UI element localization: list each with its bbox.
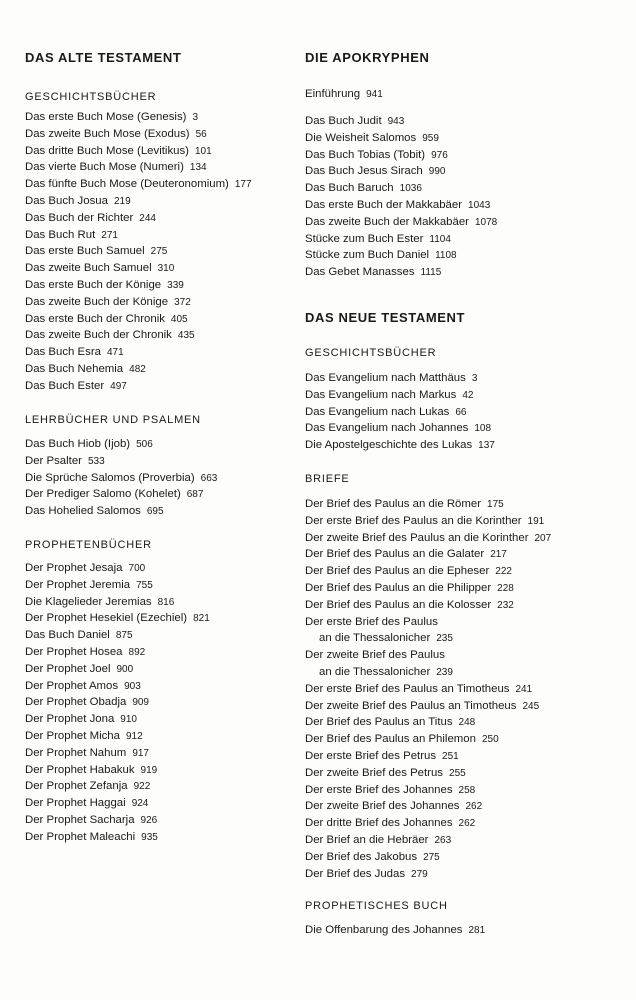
toc-entry[interactable] (25, 378, 252, 395)
page-number: 497 (110, 380, 127, 392)
toc-entry[interactable] (25, 728, 210, 745)
toc-entry[interactable] (25, 812, 210, 829)
entry-title: Die Klagelieder Jeremias (25, 595, 152, 608)
entry-title: Das erste Buch Mose (Genesis) (25, 111, 187, 123)
page-number: 56 (195, 128, 207, 140)
toc-entry[interactable] (305, 698, 551, 715)
entry-title: Das Buch Judit (305, 115, 382, 127)
toc-entry[interactable] (305, 614, 551, 631)
page-number: 217 (490, 549, 507, 561)
page-number: 821 (193, 613, 210, 625)
toc-entry[interactable] (25, 778, 210, 795)
toc-entry[interactable] (305, 731, 551, 748)
entry-title: Das zweite Buch der Chronik (25, 329, 172, 342)
page-number: 228 (497, 582, 514, 594)
page-number: 990 (428, 166, 446, 178)
toc-entry[interactable] (305, 597, 551, 614)
toc-entry[interactable] (305, 866, 551, 883)
entry-title: an die Thessalonicher (319, 665, 431, 678)
toc-entry[interactable] (305, 147, 497, 164)
entry-title: Einführung (305, 88, 361, 100)
entry-title: Das Evangelium nach Matthäus (305, 372, 466, 384)
group-heading: BRIEFE (305, 473, 350, 485)
entry-title: Der zweite Brief des Paulus an die Korinther (305, 531, 529, 544)
page-number: 405 (170, 313, 188, 325)
entry-title: Der dritte Brief des Johannes (305, 817, 453, 830)
page-number: 137 (478, 440, 495, 452)
toc-entry[interactable] (25, 678, 210, 695)
toc-entry[interactable] (305, 197, 497, 214)
toc-entry[interactable] (305, 530, 551, 547)
page-number: 250 (481, 734, 499, 746)
page-number: 1036 (399, 183, 422, 195)
entry-title: Der Prophet Obadja (25, 696, 127, 709)
entry-title: Der Prophet Jeremia (25, 578, 131, 591)
toc-entry[interactable] (25, 661, 210, 678)
page-number: 372 (174, 296, 191, 308)
page-number: 910 (120, 714, 137, 726)
toc-entry[interactable] (305, 849, 551, 866)
page-number: 241 (515, 683, 533, 695)
page-number: 3 (192, 112, 198, 123)
toc-entry[interactable] (305, 163, 497, 180)
page-number: 919 (140, 764, 158, 776)
toc-entry[interactable] (305, 714, 551, 731)
page-number: 663 (200, 472, 218, 484)
toc-entry[interactable] (25, 711, 210, 728)
toc-entry[interactable] (25, 577, 210, 594)
entry-title: Der Brief des Paulus an die Römer (305, 498, 482, 510)
entry-title: Das dritte Buch Mose (Levitikus) (25, 144, 189, 157)
toc-entry[interactable] (305, 496, 551, 513)
entry-title: Das Buch Daniel (25, 629, 110, 642)
toc-entry[interactable] (305, 247, 497, 264)
page-number: 755 (136, 579, 153, 591)
page-number: 816 (157, 596, 175, 608)
toc-entry[interactable] (25, 503, 217, 520)
page-number: 258 (458, 784, 476, 796)
toc-entry[interactable] (25, 344, 252, 361)
page-number: 941 (366, 89, 383, 100)
entry-title: Die Offenbarung des Johannes (305, 924, 463, 936)
entry-title: Stücke zum Buch Ester (305, 232, 424, 245)
toc-intro (305, 86, 383, 103)
toc-entry[interactable] (25, 294, 252, 311)
entry-title: Das zweite Buch Samuel (25, 262, 152, 275)
page-number: 281 (468, 925, 486, 936)
entry-title: Das fünfte Buch Mose (Deuteronomium) (25, 178, 229, 191)
entry-title: Der Brief des Paulus an die Philipper (305, 581, 492, 594)
toc-entry[interactable] (25, 829, 210, 846)
toc-entry[interactable] (305, 630, 551, 647)
toc-entry[interactable] (25, 260, 252, 277)
entry-title: Der Prophet Amos (25, 679, 119, 692)
toc-entry[interactable] (25, 243, 252, 260)
entry-title: Das erste Buch der Makkabäer (305, 198, 463, 211)
page-number: 275 (423, 851, 440, 863)
toc-entry[interactable] (25, 594, 210, 611)
entry-title: Das Buch Baruch (305, 182, 394, 195)
page-number: 875 (115, 630, 133, 642)
toc-entry[interactable] (305, 580, 551, 597)
entry-title: Der Prophet Hesekiel (Ezechiel) (25, 612, 188, 625)
page-number: 263 (434, 834, 452, 846)
entry-title: Das Evangelium nach Johannes (305, 422, 469, 435)
toc-entry[interactable] (25, 361, 252, 378)
toc-entry[interactable] (25, 486, 217, 503)
toc-entry[interactable] (25, 311, 252, 328)
toc-entry[interactable] (25, 227, 252, 244)
toc-entry[interactable] (25, 610, 210, 627)
toc-entry[interactable] (25, 143, 252, 160)
page-number: 695 (146, 506, 164, 518)
entry-title: Das Hohelied Salomos (25, 505, 141, 518)
page-number: 108 (474, 423, 492, 435)
toc-entry[interactable] (25, 436, 217, 453)
entry-title: Das zweite Buch Mose (Exodus) (25, 127, 190, 140)
toc-entry[interactable] (25, 159, 252, 176)
entry-title: Der zweite Brief des Johannes (305, 800, 460, 813)
toc-entry[interactable] (305, 513, 551, 530)
page-number: 219 (113, 195, 131, 207)
page-number: 101 (194, 145, 212, 157)
entry-title: Der Prophet Haggai (25, 797, 126, 810)
page-number: 245 (522, 700, 540, 712)
toc-entry[interactable] (305, 748, 551, 765)
toc-entry[interactable] (25, 327, 252, 344)
entry-title: Das Gebet Manasses (305, 266, 415, 279)
page-number: 1078 (474, 216, 498, 228)
entry-title: Der Prophet Micha (25, 729, 120, 742)
entry-title: Der Prophet Habakuk (25, 763, 135, 776)
page-number: 310 (157, 263, 175, 275)
toc-entry[interactable] (25, 560, 210, 577)
toc-entry[interactable] (25, 762, 210, 779)
entry-title: Der Prophet Maleachi (25, 830, 136, 843)
page-number: 900 (116, 663, 134, 675)
toc-entry[interactable] (25, 470, 217, 487)
page-number: 533 (87, 455, 105, 467)
toc-entry[interactable] (305, 86, 383, 103)
toc-entry[interactable] (305, 815, 551, 832)
entry-title: Das vierte Buch Mose (Numeri) (25, 161, 184, 174)
toc-entry[interactable] (305, 370, 495, 387)
entry-title: Der erste Brief des Paulus (305, 615, 438, 628)
toc-entry[interactable] (25, 193, 252, 210)
toc-entry[interactable] (305, 546, 551, 563)
toc-entry[interactable] (25, 644, 210, 661)
page-number: 339 (167, 279, 184, 291)
page-number: 506 (136, 439, 153, 450)
page-number: 262 (458, 818, 476, 830)
section-title-apocrypha: DIE APOKRYPHEN (305, 50, 430, 65)
entry-title: Die Sprüche Salomos (Proverbia) (25, 471, 195, 484)
entry-title: Das Buch Rut (25, 228, 96, 241)
entry-title: Das Buch Ester (25, 379, 105, 392)
entry-title: Das erste Buch der Könige (25, 278, 162, 291)
page-number: 175 (487, 499, 504, 510)
entry-title: Der Prophet Nahum (25, 746, 127, 759)
entry-title: Der Prophet Hosea (25, 645, 123, 658)
entry-title: Der Brief des Judas (305, 867, 406, 880)
entry-title: Das erste Buch Samuel (25, 245, 145, 258)
toc-entry[interactable] (25, 627, 210, 644)
toc-entry[interactable] (25, 277, 252, 294)
page-number: 42 (462, 389, 474, 401)
entry-title: Das erste Buch der Chronik (25, 312, 165, 325)
entry-title: Das Buch Josua (25, 194, 108, 207)
page-number: 912 (125, 730, 143, 742)
toc-entry[interactable] (305, 231, 497, 248)
toc-list (25, 109, 252, 395)
page-number: 435 (177, 330, 195, 342)
entry-title: Der Brief des Paulus an Titus (305, 716, 453, 729)
page-number: 275 (150, 246, 168, 258)
page-number: 976 (431, 149, 448, 161)
toc-entry[interactable] (25, 795, 210, 812)
toc-entry[interactable] (25, 210, 252, 227)
section-title-new-testament: DAS NEUE TESTAMENT (305, 310, 466, 325)
toc-entry[interactable] (305, 264, 497, 281)
toc-entry[interactable] (25, 453, 217, 470)
page-number: 255 (449, 767, 466, 779)
entry-title: Der Brief des Paulus an die Kolosser (305, 598, 492, 611)
group-heading: PROPHETENBÜCHER (25, 539, 152, 551)
page-number: 251 (442, 750, 459, 762)
entry-title: Stücke zum Buch Daniel (305, 249, 430, 262)
entry-title: Der erste Brief des Johannes (305, 783, 453, 796)
toc-entry[interactable] (305, 765, 551, 782)
toc-list (25, 560, 210, 846)
entry-title: Die Weisheit Salomos (305, 131, 417, 144)
entry-title: Der Psalter (25, 454, 82, 467)
page-number: 917 (132, 747, 149, 759)
entry-title: Der Brief an die Hebräer (305, 833, 429, 846)
page-number: 239 (436, 666, 453, 678)
page-number: 482 (129, 363, 146, 375)
toc-list (305, 496, 551, 882)
toc-entry[interactable] (25, 126, 252, 143)
toc-entry[interactable] (305, 647, 551, 664)
toc-list (305, 922, 485, 939)
page-number: 935 (141, 831, 158, 843)
page-number: 1115 (420, 267, 442, 279)
entry-title: Das Evangelium nach Markus (305, 388, 457, 401)
entry-title: Das Buch der Richter (25, 211, 134, 224)
toc-entry[interactable] (25, 745, 210, 762)
entry-title: Das Evangelium nach Lukas (305, 405, 450, 418)
toc-entry[interactable] (305, 782, 551, 799)
entry-title: Der Prophet Jona (25, 713, 115, 726)
toc-entry[interactable] (305, 130, 497, 147)
page-number: 262 (465, 801, 483, 813)
entry-title: Der erste Brief des Petrus (305, 749, 437, 762)
entry-title: Der erste Brief des Paulus an die Korinther (305, 514, 522, 527)
page-number: 471 (106, 347, 124, 359)
entry-title: Die Apostelgeschichte des Lukas (305, 439, 473, 452)
page-number: 134 (189, 162, 207, 174)
page-number: 909 (132, 697, 149, 709)
entry-title: Der zweite Brief des Petrus (305, 766, 444, 779)
entry-title: Der Brief des Paulus an die Epheser (305, 565, 490, 578)
page-number: 903 (124, 680, 141, 692)
page-number: 191 (527, 515, 545, 527)
page-number: 66 (455, 406, 467, 418)
page-number: 3 (471, 373, 478, 384)
entry-title: Das zweite Buch der Könige (25, 295, 169, 308)
toc-entry[interactable] (305, 180, 497, 197)
page-number: 279 (411, 868, 428, 880)
entry-title: Der Brief des Paulus an die Galater (305, 548, 485, 561)
group-heading: LEHRBÜCHER UND PSALMEN (25, 414, 201, 426)
toc-list (25, 436, 217, 520)
page-number: 207 (534, 532, 552, 544)
page-number: 1043 (468, 199, 491, 211)
entry-title: Der Prophet Jesaja (25, 562, 123, 574)
page-number: 922 (133, 781, 151, 793)
entry-title: Der Prediger Salomo (Kohelet) (25, 488, 181, 501)
group-heading: GESCHICHTSBÜCHER (25, 91, 157, 103)
toc-entry[interactable] (305, 681, 551, 698)
entry-title: Das Buch Esra (25, 346, 101, 359)
page-number: 1104 (429, 233, 451, 245)
toc-list (305, 370, 495, 454)
toc-entry[interactable] (305, 664, 551, 681)
entry-title: Der zweite Brief des Paulus (305, 649, 445, 662)
toc-entry[interactable] (25, 176, 252, 193)
group-heading: PROPHETISCHES BUCH (305, 900, 448, 912)
entry-title: Der Prophet Sacharja (25, 813, 135, 826)
entry-title: Der Brief des Jakobus (305, 850, 418, 863)
entry-title: Der Prophet Zefanja (25, 780, 128, 793)
page-number: 222 (495, 566, 512, 578)
toc-entry[interactable] (305, 113, 497, 130)
page-number: 687 (186, 489, 204, 501)
toc-entry[interactable] (305, 832, 551, 849)
page-number: 959 (422, 132, 439, 144)
toc-entry[interactable] (25, 109, 252, 126)
toc-entry[interactable] (305, 387, 495, 404)
entry-title: an die Thessalonicher (319, 632, 431, 645)
page-number: 177 (234, 179, 252, 191)
entry-title: Das Buch Hiob (Ijob) (25, 438, 131, 450)
toc-entry[interactable] (25, 694, 210, 711)
entry-title: Der Brief des Paulus an Philemon (305, 733, 476, 746)
page-number: 700 (128, 563, 146, 574)
toc-entry[interactable] (305, 404, 495, 421)
entry-title: Das Buch Tobias (Tobit) (305, 148, 426, 161)
page-number: 924 (131, 798, 149, 810)
page-number: 892 (128, 646, 146, 658)
page-number: 248 (458, 717, 476, 729)
toc-entry[interactable] (305, 922, 485, 939)
toc-entry[interactable] (305, 798, 551, 815)
page-number: 235 (436, 633, 453, 645)
page-number: 244 (139, 212, 156, 224)
entry-title: Der Prophet Joel (25, 662, 111, 675)
entry-title: Das Buch Nehemia (25, 362, 124, 375)
toc-entry[interactable] (305, 563, 551, 580)
page-number: 232 (497, 599, 514, 611)
entry-title: Der erste Brief des Paulus an Timotheus (305, 682, 510, 695)
entry-title: Das zweite Buch der Makkabäer (305, 215, 469, 228)
toc-entry[interactable] (305, 214, 497, 231)
entry-title: Der zweite Brief des Paulus an Timotheus (305, 699, 517, 712)
toc-list (305, 113, 497, 281)
section-title-old-testament: DAS ALTE TESTAMENT (25, 50, 182, 65)
page-number: 1108 (435, 250, 457, 262)
page-number: 271 (101, 229, 118, 241)
entry-title: Das Buch Jesus Sirach (305, 165, 423, 178)
toc-entry[interactable] (305, 420, 495, 437)
page-number: 943 (387, 116, 405, 127)
group-heading: GESCHICHTSBÜCHER (305, 347, 437, 359)
page-number: 926 (140, 814, 158, 826)
toc-entry[interactable] (305, 437, 495, 454)
